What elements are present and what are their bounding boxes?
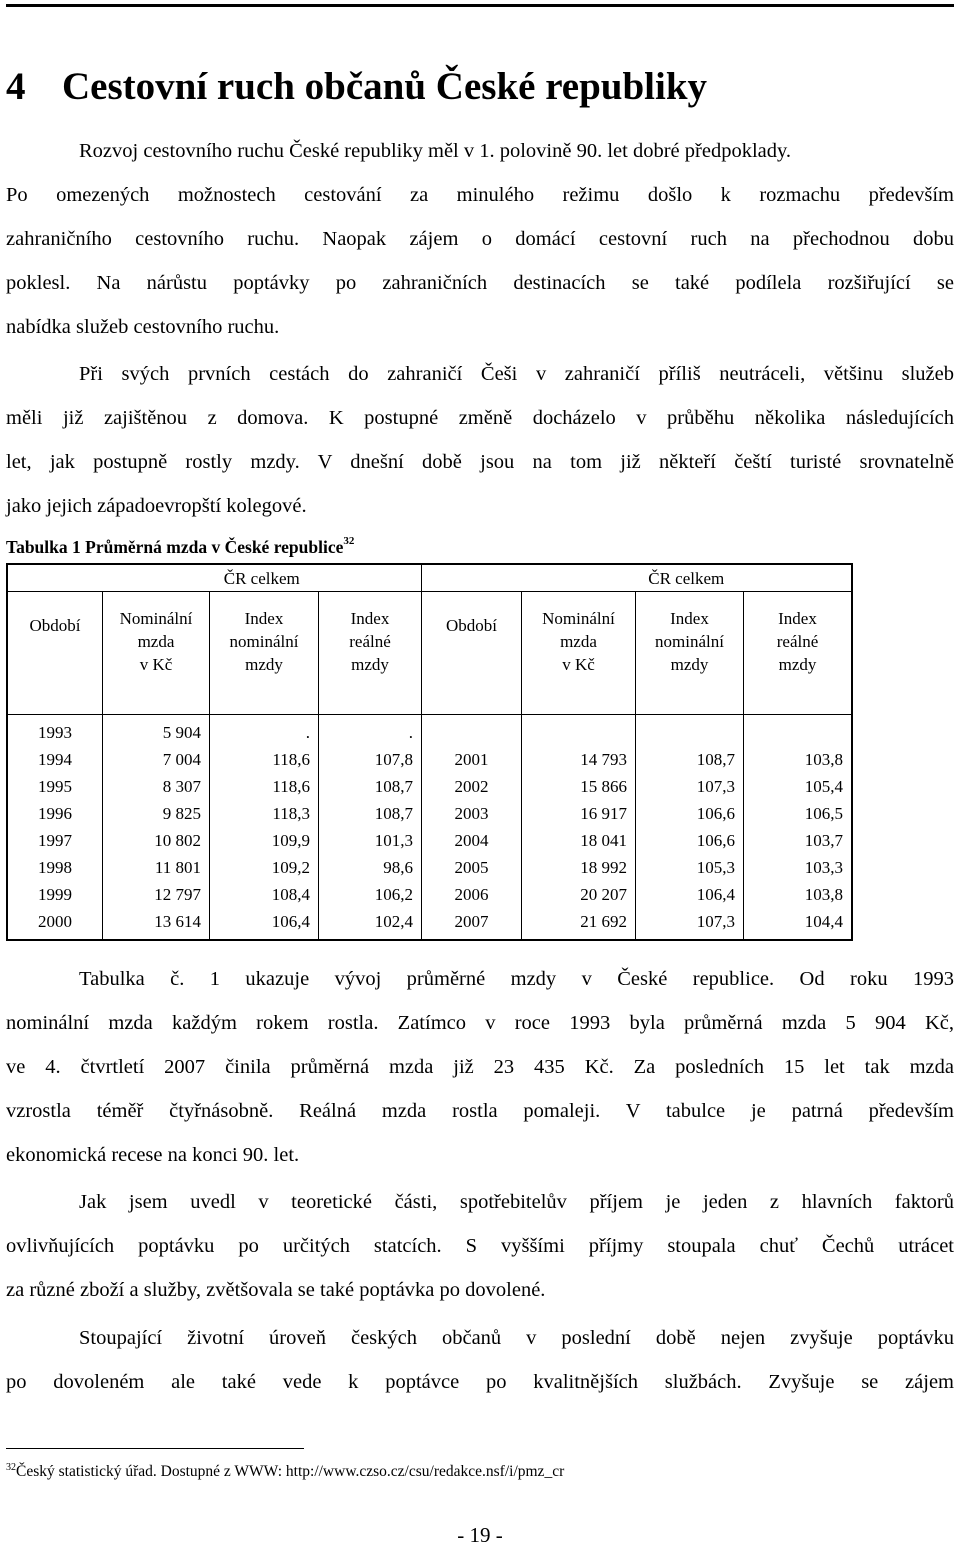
text-line: ve 4. čtvrtletí 2007 činila průměrná mzda již 23 435 Kč. Za posledních 15 let tak mzda <box>6 1056 954 1078</box>
cell-nominal-wage: 15 866 <box>522 773 636 800</box>
cell-index-real: 98,6 <box>319 854 422 881</box>
column-header-index-real: Index reálné mzdy <box>319 592 422 715</box>
page-number: - 19 - <box>457 1523 503 1547</box>
cell-index-nominal: 118,3 <box>210 800 319 827</box>
cell-nominal-wage: 10 802 <box>103 827 210 854</box>
cell-period: 2005 <box>422 854 522 881</box>
cell-index-real: 108,7 <box>319 773 422 800</box>
cell-index-nominal: 108,4 <box>210 881 319 908</box>
cell-index-real: 104,4 <box>804 912 843 931</box>
page-title <box>6 62 707 112</box>
table-row <box>7 800 852 827</box>
text-line: vzrostla téměř čtyřnásobně. Reálná mzda rostla pomaleji. V tabulce je patrná především <box>6 1100 954 1122</box>
cell-index-nominal: 108,7 <box>636 746 744 773</box>
cell-nominal-wage: 12 797 <box>103 881 210 908</box>
cell-index-real: 103,3 <box>804 858 843 877</box>
cell-index-real <box>744 715 853 747</box>
cell-nominal-wage: 18 041 <box>522 827 636 854</box>
footnote <box>6 1462 564 1481</box>
paragraph-3 <box>6 957 954 1177</box>
cell-index-real: 103,8 <box>804 750 843 769</box>
table-row <box>7 773 852 800</box>
paragraph-1 <box>6 129 954 349</box>
footnote-separator <box>6 1448 304 1449</box>
column-header-index-nominal: Index nominální mzdy <box>636 592 744 715</box>
cell-index-nominal: 118,6 <box>210 773 319 800</box>
cell-period: 1994 <box>7 746 103 773</box>
column-header-period: Období <box>7 592 103 715</box>
cell-period: 1997 <box>7 827 103 854</box>
cell-index-nominal <box>636 715 744 747</box>
cell-nominal-wage: 18 992 <box>522 854 636 881</box>
table-group-header-row <box>7 564 852 592</box>
table-row <box>7 881 852 908</box>
cell-nominal-wage: 20 207 <box>522 881 636 908</box>
paragraph-4 <box>6 1180 954 1312</box>
text-line: poklesl. Na nárůstu poptávky po zahraničních destinacích se také podílela rozšiřující se <box>6 272 954 294</box>
text-line: let, jak postupně rostly mzdy. V dnešní době jsou na tom již někteří čeští turisté srovnatelně <box>6 451 954 473</box>
cell-index-nominal: 106,6 <box>636 827 744 854</box>
cell-index-real: 101,3 <box>319 827 422 854</box>
cell-period: 2006 <box>422 881 522 908</box>
cell-period <box>422 715 522 747</box>
cell-index-real: 106,2 <box>319 881 422 908</box>
cell-index-real: 108,7 <box>319 800 422 827</box>
cell-period: 2004 <box>422 827 522 854</box>
cell-index-real: 106,5 <box>804 804 843 823</box>
text-line: po dovoleném ale také vede k poptávce po kvalitnějších službách. Zvyšuje se zájem <box>6 1371 954 1393</box>
cell-nominal-wage: 7 004 <box>103 746 210 773</box>
text-line: Po omezených možnostech cestování za minulého režimu došlo k rozmachu především <box>6 184 954 206</box>
cell-index-nominal: 107,3 <box>636 908 744 940</box>
cell-nominal-wage <box>522 715 636 747</box>
cell-index-nominal: 109,9 <box>210 827 319 854</box>
table-row <box>7 827 852 854</box>
cell-period: 1996 <box>7 800 103 827</box>
text-line: nominální mzda každým rokem rostla. Zatímco v roce 1993 byla průměrná mzda 5 904 Kč, <box>6 1012 954 1034</box>
cell-index-nominal: 106,6 <box>636 800 744 827</box>
column-header-nominal: Nominální mzda v Kč <box>522 592 636 715</box>
cell-period: 1998 <box>7 854 103 881</box>
table-column-header-row <box>7 592 852 715</box>
column-header-index-real: Index reálné mzdy <box>744 592 853 715</box>
cell-index-nominal: 107,3 <box>636 773 744 800</box>
text-line: Rozvoj cestovního ruchu České republiky měl v 1. polovině 90. let dobré předpoklady. <box>79 140 792 162</box>
table-row <box>7 854 852 881</box>
group-header-right: ČR celkem <box>522 564 853 592</box>
group-header-left: ČR celkem <box>103 564 422 592</box>
cell-nominal-wage: 21 692 <box>522 908 636 940</box>
cell-index-real: . <box>319 715 422 747</box>
text-line: ekonomická recese na konci 90. let. <box>6 1144 300 1166</box>
cell-index-nominal: . <box>210 715 319 747</box>
cell-period: 2007 <box>422 908 522 940</box>
cell-period: 2000 <box>7 908 103 940</box>
cell-nominal-wage: 14 793 <box>522 746 636 773</box>
cell-index-real: 107,8 <box>319 746 422 773</box>
wage-table <box>6 563 853 941</box>
cell-index-real: 103,7 <box>804 831 843 850</box>
footnote-number: 32 <box>6 1462 16 1473</box>
cell-nominal-wage: 9 825 <box>103 800 210 827</box>
column-header-nominal: Nominální mzda v Kč <box>103 592 210 715</box>
cell-period: 1995 <box>7 773 103 800</box>
text-line: Stoupající životní úroveň českých občanů v poslední době nejen zvyšuje poptávku <box>79 1327 954 1349</box>
cell-nominal-wage: 11 801 <box>103 854 210 881</box>
footnote-text: Český statistický úřad. Dostupné z WWW: http://www.czso.cz/csu/redakce.nsf/i/pmz_cr <box>16 1463 565 1481</box>
paragraph-2 <box>6 352 954 528</box>
cell-nominal-wage: 5 904 <box>103 715 210 747</box>
cell-index-real: 103,8 <box>804 885 843 904</box>
cell-period: 1999 <box>7 881 103 908</box>
text-line: nabídka služeb cestovního ruchu. <box>6 316 280 338</box>
text-line: za různé zboží a služby, zvětšovala se také poptávka po dovolené. <box>6 1279 546 1301</box>
cell-nominal-wage: 16 917 <box>522 800 636 827</box>
column-header-index-nominal: Index nominální mzdy <box>210 592 319 715</box>
text-line: Při svých prvních cestách do zahraničí Češi v zahraničí příliš neutráceli, většinu služeb <box>79 363 954 385</box>
table-row <box>7 715 852 747</box>
chapter-title: Cestovní ruch občanů České republiky <box>62 65 708 108</box>
text-line: měli již zajištěnou z domova. K postupné změně docházelo v průběhu několika následujících <box>6 407 954 429</box>
cell-nominal-wage: 13 614 <box>103 908 210 940</box>
cell-index-nominal: 105,3 <box>636 854 744 881</box>
column-header-period: Období <box>422 592 522 715</box>
cell-index-nominal: 109,2 <box>210 854 319 881</box>
cell-index-nominal: 106,4 <box>636 881 744 908</box>
chapter-number: 4 <box>6 65 26 108</box>
cell-period: 2001 <box>422 746 522 773</box>
text-line: jako jejich západoevropští kolegové. <box>6 495 307 517</box>
table-row <box>7 908 852 940</box>
header-rule <box>6 4 954 7</box>
cell-period: 1993 <box>7 715 103 747</box>
text-line: zahraničního cestovního ruchu. Naopak zájem o domácí cestovní ruch na přechodnou dobu <box>6 228 954 250</box>
cell-index-real: 102,4 <box>319 908 422 940</box>
table-row <box>7 746 852 773</box>
table-caption: Tabulka 1 Průměrná mzda v České republice$^{32}$ <box>6 535 355 557</box>
cell-period: 2002 <box>422 773 522 800</box>
cell-index-nominal: 118,6 <box>210 746 319 773</box>
paragraph-5 <box>6 1316 954 1404</box>
cell-index-real: 105,4 <box>804 777 843 796</box>
text-line: ovlivňujících poptávku po určitých statcích. S vyššími příjmy stoupala chuť Čechů utrácet <box>6 1235 954 1257</box>
cell-index-nominal: 106,4 <box>210 908 319 940</box>
table-body <box>7 715 852 941</box>
footnote-ref: 32 <box>343 535 355 548</box>
cell-period: 2003 <box>422 800 522 827</box>
cell-nominal-wage: 8 307 <box>103 773 210 800</box>
text-line: Tabulka č. 1 ukazuje vývoj průměrné mzdy v České republice. Od roku 1993 <box>79 968 954 990</box>
text-line: Jak jsem uvedl v teoretické části, spotřebitelův příjem je jeden z hlavních faktorů <box>79 1191 954 1213</box>
